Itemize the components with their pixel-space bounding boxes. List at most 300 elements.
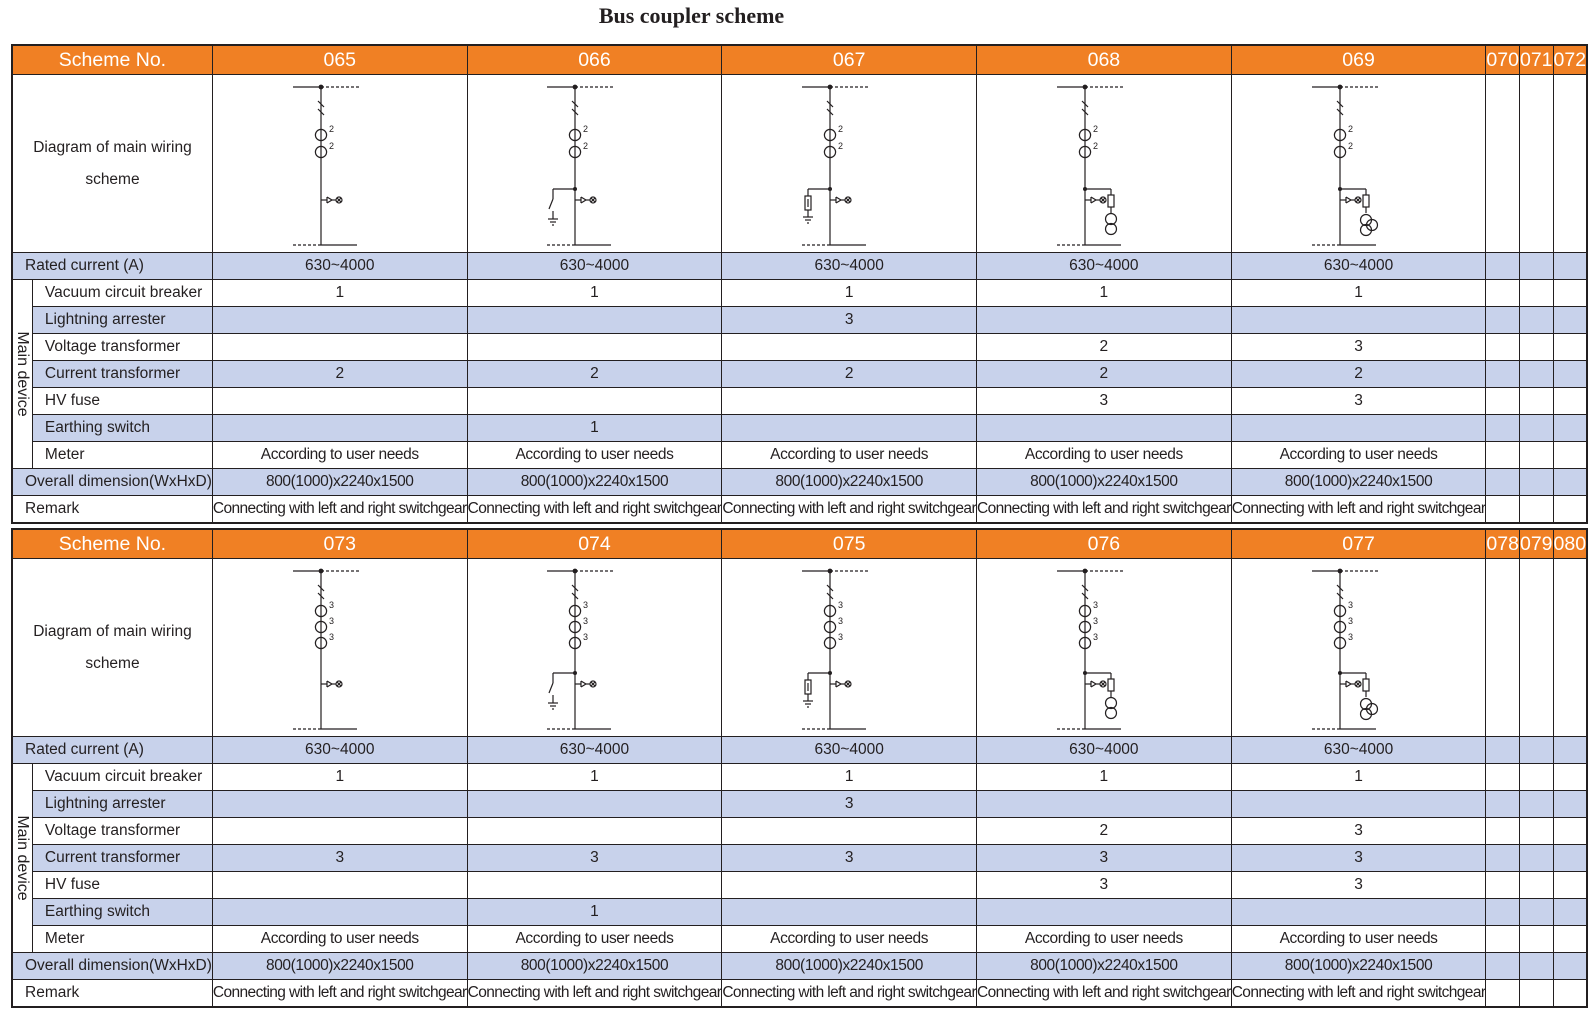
remark-label: Remark xyxy=(12,496,212,524)
earthing-switch-blade xyxy=(549,683,553,693)
remark-value: Connecting with left and right switchgear xyxy=(212,980,467,1008)
device-value: 3 xyxy=(1231,818,1486,845)
sensor-tri xyxy=(836,684,841,687)
device-value xyxy=(1486,791,1520,818)
diagram-cell xyxy=(1519,559,1553,737)
diagram-label: Diagram of main wiring scheme xyxy=(12,75,212,253)
device-value: 3 xyxy=(977,872,1232,899)
device-value xyxy=(1519,415,1553,442)
ct-count-label: 3 xyxy=(328,615,334,626)
rated-current-value: 630~4000 xyxy=(1231,737,1486,764)
hv-fuse xyxy=(1363,195,1369,207)
sensor-tri xyxy=(327,197,332,200)
sensor-tri xyxy=(836,197,841,200)
device-row xyxy=(12,845,1587,872)
sensor-tri xyxy=(1091,681,1096,684)
diagram-cell xyxy=(722,559,977,737)
device-value: 1 xyxy=(467,415,722,442)
device-value xyxy=(1519,926,1553,953)
device-value xyxy=(1486,845,1520,872)
sensor-tri xyxy=(581,200,586,203)
device-value: 2 xyxy=(1231,361,1486,388)
overall-dimension-value: 800(1000)x2240x1500 xyxy=(212,469,467,496)
device-value xyxy=(1519,899,1553,926)
device-value xyxy=(1519,361,1553,388)
device-value xyxy=(1553,280,1587,307)
device-row xyxy=(12,388,1587,415)
device-value xyxy=(1486,415,1520,442)
overall-dimension-value xyxy=(1486,953,1520,980)
ct-count-label: 3 xyxy=(1347,631,1353,642)
sensor-tri xyxy=(1091,197,1096,200)
device-value: 3 xyxy=(1231,388,1486,415)
device-label: Vacuum circuit breaker xyxy=(32,764,212,791)
device-value: 1 xyxy=(977,764,1232,791)
device-label: Voltage transformer xyxy=(32,818,212,845)
main-device-cell xyxy=(12,764,32,953)
wiring-diagram xyxy=(1304,79,1414,249)
page-title: Bus coupler scheme xyxy=(598,3,785,28)
device-value xyxy=(467,334,722,361)
sensor-tri xyxy=(1346,684,1351,687)
ct-count-label: 2 xyxy=(1347,140,1353,151)
remark-value xyxy=(1519,980,1553,1008)
overall-dimension-value: 800(1000)x2240x1500 xyxy=(1231,953,1486,980)
device-value xyxy=(1553,361,1587,388)
sensor-tri xyxy=(581,197,586,200)
device-value xyxy=(212,791,467,818)
rated-current-row xyxy=(12,737,1587,764)
device-value xyxy=(1519,388,1553,415)
overall-dimension-value xyxy=(1486,469,1520,496)
device-label: Voltage transformer xyxy=(32,334,212,361)
device-value: According to user needs xyxy=(977,442,1232,469)
scheme-number: 072 xyxy=(1553,45,1587,75)
diagram-cell xyxy=(1553,75,1587,253)
device-row xyxy=(12,442,1587,469)
diagram-cell xyxy=(1553,559,1587,737)
device-value: 3 xyxy=(977,845,1232,872)
device-label: Meter xyxy=(32,442,212,469)
device-value xyxy=(1486,334,1520,361)
device-value xyxy=(1519,442,1553,469)
device-label: Current transformer xyxy=(32,361,212,388)
overall-dimension-value: 800(1000)x2240x1500 xyxy=(722,469,977,496)
device-value: According to user needs xyxy=(467,926,722,953)
device-value: According to user needs xyxy=(212,926,467,953)
overall-dimension-value: 800(1000)x2240x1500 xyxy=(977,953,1232,980)
remark-value: Connecting with left and right switchgear xyxy=(977,980,1232,1008)
device-value xyxy=(212,818,467,845)
rated-current-value xyxy=(1519,253,1553,280)
overall-dimension-value xyxy=(1553,953,1587,980)
ct-count-label: 2 xyxy=(328,123,334,134)
device-value: 1 xyxy=(212,764,467,791)
diagram-cell xyxy=(1486,75,1520,253)
device-value xyxy=(1486,926,1520,953)
rated-current-value xyxy=(1553,737,1587,764)
rated-current-value: 630~4000 xyxy=(722,253,977,280)
device-value xyxy=(1231,791,1486,818)
remark-value: Connecting with left and right switchgear xyxy=(722,980,977,1008)
remark-value xyxy=(1486,496,1520,524)
device-value: 3 xyxy=(977,388,1232,415)
diagram-cell xyxy=(212,559,467,737)
device-value xyxy=(1519,307,1553,334)
voltage-transformer xyxy=(1105,707,1116,718)
ct-count-label: 3 xyxy=(583,631,589,642)
device-value xyxy=(212,388,467,415)
overall-dimension-value: 800(1000)x2240x1500 xyxy=(722,953,977,980)
sensor-tri xyxy=(327,684,332,687)
remark-value: Connecting with left and right switchgear xyxy=(1231,980,1486,1008)
device-value xyxy=(977,899,1232,926)
ct-count-label: 3 xyxy=(328,631,334,642)
device-value xyxy=(1486,280,1520,307)
device-value xyxy=(1486,764,1520,791)
device-value: According to user needs xyxy=(977,926,1232,953)
device-value xyxy=(1231,899,1486,926)
remark-value xyxy=(1486,980,1520,1008)
ct-count-label: 2 xyxy=(838,140,844,151)
diagram-cell xyxy=(1519,75,1553,253)
scheme-number: 078 xyxy=(1486,529,1520,559)
rated-current-value: 630~4000 xyxy=(977,253,1232,280)
device-value xyxy=(1486,872,1520,899)
device-value xyxy=(1486,388,1520,415)
ct-count-label: 2 xyxy=(1347,123,1353,134)
device-value: 1 xyxy=(1231,280,1486,307)
remark-value: Connecting with left and right switchgear xyxy=(467,980,722,1008)
device-value: 1 xyxy=(467,764,722,791)
wiring-diagram xyxy=(285,563,395,733)
device-value: 1 xyxy=(467,899,722,926)
device-value xyxy=(1486,307,1520,334)
overall-dimension-value: 800(1000)x2240x1500 xyxy=(977,469,1232,496)
diagram-cell xyxy=(1231,559,1486,737)
device-value: 3 xyxy=(1231,872,1486,899)
diagram-cell xyxy=(467,559,722,737)
device-row xyxy=(12,307,1587,334)
device-value xyxy=(1519,791,1553,818)
diagram-label: Diagram of main wiring scheme xyxy=(12,559,212,737)
main-device-label: Main device xyxy=(14,331,32,417)
overall-dimension-row xyxy=(12,953,1587,980)
device-value xyxy=(1519,845,1553,872)
voltage-transformer xyxy=(1105,223,1116,234)
main-device-cell xyxy=(12,280,32,469)
device-label: Lightning arrester xyxy=(32,307,212,334)
ct-count-label: 3 xyxy=(1092,631,1098,642)
device-row xyxy=(12,926,1587,953)
device-row xyxy=(12,899,1587,926)
device-label: HV fuse xyxy=(32,388,212,415)
device-value: 1 xyxy=(467,280,722,307)
hv-fuse xyxy=(1363,679,1369,691)
device-value: 3 xyxy=(722,307,977,334)
rated-current-value: 630~4000 xyxy=(467,737,722,764)
rated-current-value: 630~4000 xyxy=(212,253,467,280)
scheme-table xyxy=(11,44,1588,524)
earthing-switch-blade xyxy=(549,199,553,209)
scheme-no-label: Scheme No. xyxy=(12,529,212,559)
device-value xyxy=(1553,442,1587,469)
header-row xyxy=(12,45,1587,75)
rated-current-value xyxy=(1553,253,1587,280)
device-value xyxy=(212,872,467,899)
device-row xyxy=(12,791,1587,818)
device-value xyxy=(1486,818,1520,845)
device-value xyxy=(212,334,467,361)
device-value xyxy=(1231,415,1486,442)
scheme-number: 079 xyxy=(1519,529,1553,559)
device-value xyxy=(1553,872,1587,899)
scheme-number: 073 xyxy=(212,529,467,559)
wiring-diagram xyxy=(539,563,649,733)
diagram-cell xyxy=(212,75,467,253)
ct-count-label: 3 xyxy=(1092,599,1098,610)
voltage-transformer xyxy=(1105,697,1116,708)
sensor-tri xyxy=(327,200,332,203)
remark-value: Connecting with left and right switchgear xyxy=(1231,496,1486,524)
overall-dimension-label: Overall dimension(WxHxD) xyxy=(12,953,212,980)
device-value: 2 xyxy=(977,818,1232,845)
device-value: 2 xyxy=(722,361,977,388)
device-value xyxy=(212,415,467,442)
device-value: 2 xyxy=(212,361,467,388)
ct-count-label: 2 xyxy=(583,123,589,134)
diagram-cell xyxy=(1231,75,1486,253)
remark-value xyxy=(1553,496,1587,524)
remark-value xyxy=(1553,980,1587,1008)
rated-current-value: 630~4000 xyxy=(977,737,1232,764)
ct-count-label: 2 xyxy=(1092,140,1098,151)
device-label: Vacuum circuit breaker xyxy=(32,280,212,307)
device-value xyxy=(1553,791,1587,818)
sensor-tri xyxy=(1346,197,1351,200)
device-value xyxy=(722,818,977,845)
scheme-number: 071 xyxy=(1519,45,1553,75)
device-value xyxy=(977,791,1232,818)
device-value xyxy=(1486,361,1520,388)
device-value xyxy=(1519,818,1553,845)
device-value: 1 xyxy=(977,280,1232,307)
device-label: Current transformer xyxy=(32,845,212,872)
remark-value: Connecting with left and right switchgear xyxy=(977,496,1232,524)
diagram-row xyxy=(12,75,1587,253)
device-value xyxy=(1519,764,1553,791)
device-value: 2 xyxy=(977,334,1232,361)
overall-dimension-value xyxy=(1519,469,1553,496)
hv-fuse xyxy=(1108,195,1114,207)
device-value xyxy=(1519,280,1553,307)
rated-current-value xyxy=(1486,253,1520,280)
device-row xyxy=(12,334,1587,361)
device-value xyxy=(977,307,1232,334)
ct-count-label: 2 xyxy=(583,140,589,151)
device-row xyxy=(12,818,1587,845)
rated-current-label: Rated current (A) xyxy=(12,737,212,764)
device-value xyxy=(1519,334,1553,361)
scheme-number: 068 xyxy=(977,45,1232,75)
device-row xyxy=(12,415,1587,442)
device-row xyxy=(12,361,1587,388)
remark-value: Connecting with left and right switchgear xyxy=(722,496,977,524)
device-value xyxy=(722,415,977,442)
device-value xyxy=(977,415,1232,442)
device-value xyxy=(212,899,467,926)
sensor-tri xyxy=(836,681,841,684)
device-value: 2 xyxy=(977,361,1232,388)
hv-fuse xyxy=(1108,679,1114,691)
device-row xyxy=(12,764,1587,791)
device-value xyxy=(467,872,722,899)
device-label: Earthing switch xyxy=(32,899,212,926)
device-label: Earthing switch xyxy=(32,415,212,442)
ct-count-label: 3 xyxy=(1092,615,1098,626)
device-value xyxy=(467,791,722,818)
device-value xyxy=(212,307,467,334)
scheme-number: 065 xyxy=(212,45,467,75)
wiring-diagram xyxy=(285,79,395,249)
scheme-number: 066 xyxy=(467,45,722,75)
ct-count-label: 2 xyxy=(1092,123,1098,134)
device-value: 1 xyxy=(212,280,467,307)
ct-count-label: 3 xyxy=(1347,615,1353,626)
device-value: 3 xyxy=(722,791,977,818)
sensor-tri xyxy=(1346,681,1351,684)
sensor-tri xyxy=(1091,200,1096,203)
device-value xyxy=(722,899,977,926)
ct-count-label: 3 xyxy=(583,599,589,610)
diagram-cell xyxy=(977,75,1232,253)
device-value xyxy=(722,872,977,899)
diagram-cell xyxy=(977,559,1232,737)
ct-count-label: 2 xyxy=(328,140,334,151)
device-value xyxy=(467,818,722,845)
device-value xyxy=(1553,818,1587,845)
device-value xyxy=(1231,307,1486,334)
device-value xyxy=(1553,388,1587,415)
device-value: According to user needs xyxy=(722,442,977,469)
ct-count-label: 3 xyxy=(838,615,844,626)
diagram-cell xyxy=(467,75,722,253)
ct-count-label: 3 xyxy=(583,615,589,626)
rated-current-value xyxy=(1486,737,1520,764)
overall-dimension-value: 800(1000)x2240x1500 xyxy=(1231,469,1486,496)
ct-count-label: 3 xyxy=(328,599,334,610)
header-row xyxy=(12,529,1587,559)
voltage-transformer xyxy=(1105,213,1116,224)
device-value: According to user needs xyxy=(1231,442,1486,469)
scheme-number: 077 xyxy=(1231,529,1486,559)
device-value: According to user needs xyxy=(467,442,722,469)
device-row xyxy=(12,872,1587,899)
device-value: According to user needs xyxy=(212,442,467,469)
diagram-cell xyxy=(722,75,977,253)
device-value xyxy=(722,334,977,361)
ct-count-label: 3 xyxy=(1347,599,1353,610)
ct-count-label: 3 xyxy=(838,599,844,610)
sensor-tri xyxy=(581,684,586,687)
wiring-diagram xyxy=(1304,563,1414,733)
ct-count-label: 3 xyxy=(838,631,844,642)
device-value xyxy=(1553,415,1587,442)
remark-label: Remark xyxy=(12,980,212,1008)
device-value: 3 xyxy=(722,845,977,872)
overall-dimension-value: 800(1000)x2240x1500 xyxy=(467,469,722,496)
rated-current-value: 630~4000 xyxy=(467,253,722,280)
device-value: 3 xyxy=(212,845,467,872)
device-value xyxy=(467,388,722,415)
overall-dimension-value xyxy=(1553,469,1587,496)
wiring-diagram xyxy=(1049,563,1159,733)
scheme-number: 074 xyxy=(467,529,722,559)
device-value xyxy=(722,388,977,415)
sensor-tri xyxy=(1091,684,1096,687)
overall-dimension-value xyxy=(1519,953,1553,980)
diagram-cell xyxy=(1486,559,1520,737)
device-value: According to user needs xyxy=(722,926,977,953)
scheme-number: 067 xyxy=(722,45,977,75)
scheme-table xyxy=(11,528,1588,1008)
rated-current-value: 630~4000 xyxy=(722,737,977,764)
diagram-row xyxy=(12,559,1587,737)
rated-current-label: Rated current (A) xyxy=(12,253,212,280)
device-value: 3 xyxy=(1231,845,1486,872)
device-value: 2 xyxy=(467,361,722,388)
overall-dimension-row xyxy=(12,469,1587,496)
device-value: 3 xyxy=(467,845,722,872)
overall-dimension-value: 800(1000)x2240x1500 xyxy=(212,953,467,980)
sensor-tri xyxy=(327,681,332,684)
device-value xyxy=(1553,764,1587,791)
device-value: 3 xyxy=(1231,334,1486,361)
device-value: According to user needs xyxy=(1231,926,1486,953)
wiring-diagram xyxy=(1049,79,1159,249)
wiring-diagram xyxy=(794,79,904,249)
rated-current-row xyxy=(12,253,1587,280)
device-value: 1 xyxy=(1231,764,1486,791)
device-value xyxy=(1486,442,1520,469)
sensor-tri xyxy=(836,200,841,203)
scheme-number: 070 xyxy=(1486,45,1520,75)
device-value xyxy=(1553,926,1587,953)
device-value xyxy=(1519,872,1553,899)
scheme-number: 069 xyxy=(1231,45,1486,75)
sensor-tri xyxy=(1346,200,1351,203)
device-label: Lightning arrester xyxy=(32,791,212,818)
device-row xyxy=(12,280,1587,307)
device-value xyxy=(1553,845,1587,872)
device-label: Meter xyxy=(32,926,212,953)
remark-value: Connecting with left and right switchgear xyxy=(467,496,722,524)
scheme-number: 080 xyxy=(1553,529,1587,559)
device-value xyxy=(1553,899,1587,926)
rated-current-value xyxy=(1519,737,1553,764)
device-value xyxy=(1553,307,1587,334)
device-value xyxy=(1486,899,1520,926)
ct-count-label: 2 xyxy=(838,123,844,134)
rated-current-value: 630~4000 xyxy=(212,737,467,764)
remark-row xyxy=(12,980,1587,1008)
remark-value xyxy=(1519,496,1553,524)
rated-current-value: 630~4000 xyxy=(1231,253,1486,280)
device-value xyxy=(467,307,722,334)
scheme-number: 076 xyxy=(977,529,1232,559)
sensor-tri xyxy=(581,681,586,684)
remark-row xyxy=(12,496,1587,524)
